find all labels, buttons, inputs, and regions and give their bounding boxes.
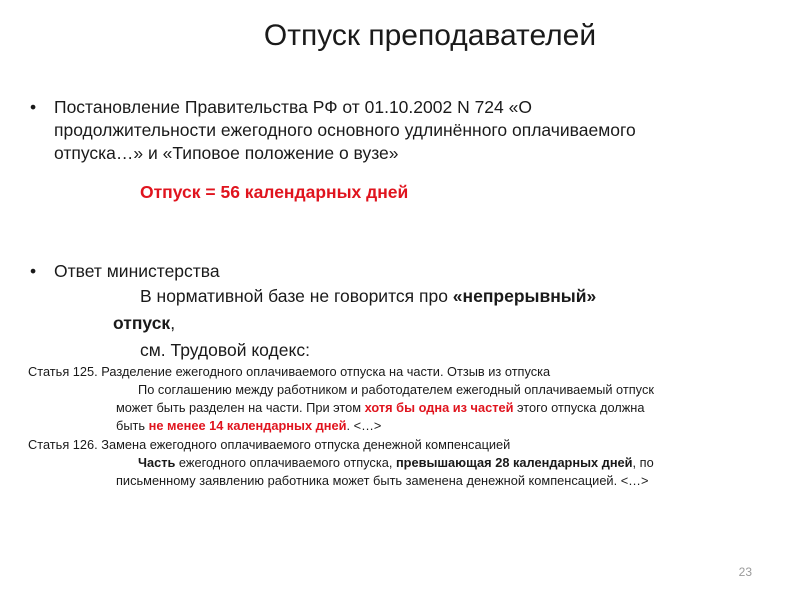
article-125-line: [116, 417, 381, 434]
article-125-line: По соглашению между работником и работодателем ежегодный оплачиваемый отпуск: [138, 382, 654, 397]
article-text: этого отпуска должна: [513, 400, 645, 415]
ministry-bold-text: «непрерывный»: [452, 286, 597, 306]
article-126-line: [138, 454, 654, 471]
article-125-title: Статья 125. Разделение ежегодного оплачиваемого отпуска на части. Отзыв из отпуска: [28, 364, 551, 379]
bullet-marker: •: [30, 97, 37, 117]
article-text: ежегодного оплачиваемого отпуска,: [175, 455, 396, 470]
vacation-days-highlight: Отпуск = 56 календарных дней: [140, 182, 409, 202]
ministry-bold-text: отпуск: [113, 313, 171, 333]
article-125-line: [116, 399, 645, 416]
article-126-line: письменному заявлению работника может быть заменена денежной компенсацией. <…>: [116, 473, 649, 488]
article-bold-text: превышающая 28 календарных дней: [395, 455, 633, 470]
bullet-label: Ответ министерства: [54, 261, 220, 281]
bullet-government-decree: [30, 96, 680, 165]
labor-code-reference: см. Трудовой кодекс:: [140, 340, 310, 360]
bullet-marker: •: [30, 261, 37, 281]
article-text: может быть разделен на части. При этом: [116, 400, 365, 415]
ministry-answer-line: [113, 312, 175, 335]
article-text: . <…>: [346, 418, 382, 433]
page-number: 23: [738, 565, 752, 579]
ministry-answer-line: [140, 285, 596, 308]
article-text: , по: [632, 455, 654, 470]
bullet-text: Постановление Правительства РФ от 01.10.2002 N 724 «О продолжительности ежегодного основного удлинённого оплачиваемого отпуска…» и «Типовое положение о вузе»: [54, 97, 636, 163]
bullet-ministry-answer: [30, 260, 730, 283]
article-text: быть: [116, 418, 149, 433]
article-highlight: не менее 14 календарных дней: [148, 418, 347, 433]
article-126-title: Статья 126. Замена ежегодного оплачиваемого отпуска денежной компенсацией: [28, 437, 511, 452]
ministry-text: В нормативной базе не говорится про: [140, 286, 453, 306]
slide-title: Отпуск преподавателей: [263, 19, 597, 52]
ministry-text: ,: [170, 313, 176, 333]
article-bold-text: Часть: [138, 455, 176, 470]
article-highlight: хотя бы одна из частей: [364, 400, 514, 415]
